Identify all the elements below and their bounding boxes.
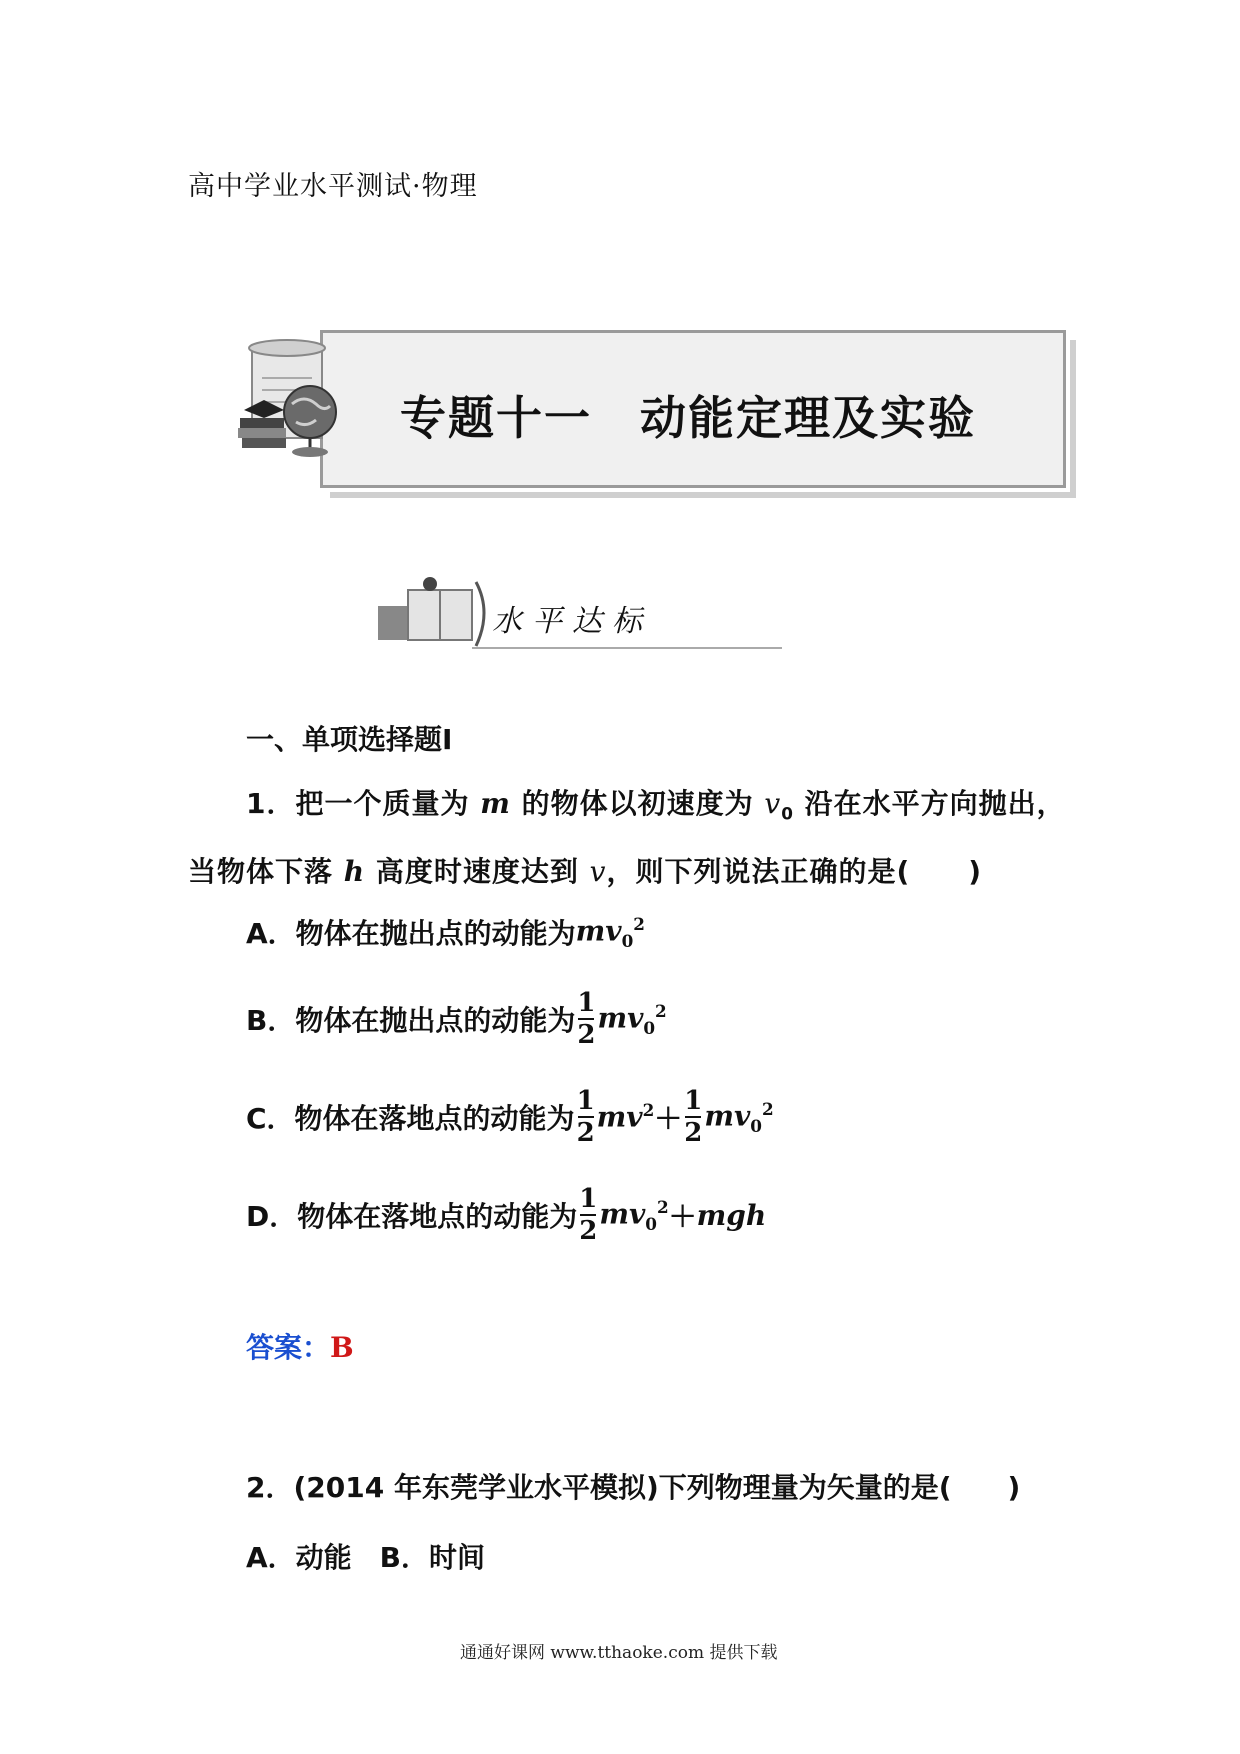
option-b	[246, 990, 667, 1048]
q1-v0-subscript: 0	[781, 803, 794, 824]
fraction-half: $\frac{1}{2}$	[684, 1086, 703, 1148]
chapter-title: 专题十一 动能定理及实验	[400, 391, 976, 445]
option-c-formula-1: $mv^2$	[596, 1100, 655, 1134]
section-title: 一、单项选择题Ⅰ	[246, 723, 453, 756]
header-title: 高中学业水平测试·物理	[188, 171, 478, 202]
fraction-half: $\frac{1}{2}$	[579, 1184, 598, 1246]
section-badge	[372, 576, 792, 656]
option-c-formula-2: $mv_0^2$	[704, 1098, 774, 1136]
option-a-formula: $mv_0^2$	[575, 913, 645, 951]
footer-text: 通通好课网 www.tthaoke.com 提供下载	[460, 1643, 778, 1663]
answer-1	[246, 1326, 354, 1366]
q1-height: h	[343, 855, 366, 888]
q1-text: 的物体以初速度为	[510, 787, 765, 820]
badge-label: 水平达标	[492, 604, 652, 639]
question-2: 2．(2014 年东莞学业水平模拟)下列物理量为矢量的是( )	[246, 1471, 1021, 1504]
question-1-line-1	[246, 782, 1066, 824]
chapter-banner	[230, 300, 1080, 500]
q1-text: ，则下列说法正确的是( )	[606, 855, 983, 888]
q1-text: 高度时速度达到	[365, 855, 590, 888]
answer-value: B	[330, 1331, 354, 1364]
answer-label: 答案：	[246, 1331, 331, 1364]
q1-text: 1．把一个质量为	[246, 787, 481, 820]
question-2-options: A．动能 B．时间	[246, 1541, 486, 1574]
fraction-half: $\frac{1}{2}$	[577, 988, 596, 1050]
option-c-text: C．物体在落地点的动能为	[246, 1102, 575, 1135]
option-d-mgh: mgh	[696, 1198, 767, 1232]
q1-velocity: v	[589, 855, 607, 888]
q1-text: 沿在水平方向抛出，	[793, 787, 1066, 820]
plus-sign: ＋	[668, 1200, 697, 1233]
option-c	[246, 1088, 774, 1146]
option-a	[246, 912, 645, 952]
option-d-text: D．物体在落地点的动能为	[246, 1200, 578, 1233]
option-d-formula: $mv_0^2$	[599, 1196, 669, 1234]
question-1-line-2	[188, 850, 982, 890]
plus-sign: ＋	[654, 1102, 683, 1135]
option-a-text: A．物体在抛出点的动能为	[246, 917, 576, 950]
option-b-formula: $mv_0^2$	[597, 1000, 667, 1038]
option-d	[246, 1186, 766, 1244]
q1-mass: m	[480, 787, 511, 820]
q1-text: 当物体下落	[188, 855, 344, 888]
fraction-half: $\frac{1}{2}$	[576, 1086, 595, 1148]
q1-v0: v	[764, 787, 782, 820]
option-b-text: B．物体在抛出点的动能为	[246, 1004, 576, 1037]
